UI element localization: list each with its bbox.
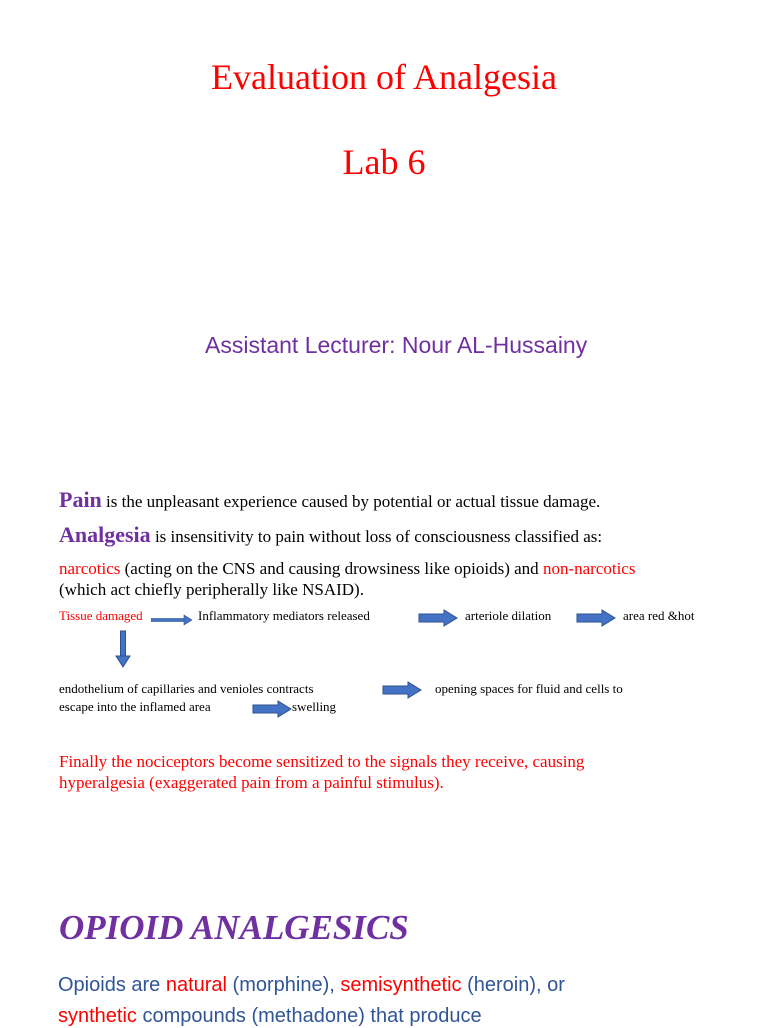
lab-number: Lab 6 (342, 142, 426, 182)
flow-step-swelling: swelling (292, 699, 337, 714)
analgesia-text: is insensitivity to pain without loss of consciousness classified as: (150, 527, 603, 546)
opioids-text-d: compounds (methadone) that produce (136, 1005, 482, 1027)
opioids-text-c: (heroin), or (461, 974, 565, 996)
opioids-line2 (58, 1005, 482, 1028)
hyperalgesia-text-line2: hyperalgesia (exaggerated pain from a painful stimulus). (59, 773, 444, 792)
semisynthetic-term: semisynthetic (340, 974, 462, 996)
non-narcotics-term: non-narcotics (542, 559, 636, 578)
down-arrow-icon (115, 630, 131, 668)
flow-step-endothelium: endothelium of capillaries and venioles contracts (59, 681, 314, 696)
flow-step-arteriole: arteriole dilation (465, 608, 552, 623)
pain-definition (59, 487, 600, 513)
right-arrow-icon (418, 609, 458, 627)
page-title: Evaluation of Analgesia (211, 57, 557, 97)
opioids-text-b: (morphine), (227, 974, 341, 996)
right-arrow-icon (151, 614, 193, 626)
flow-step-escape: escape into the inflamed area (59, 699, 211, 714)
flow-step-mediators: Inflammatory mediators released (198, 608, 370, 623)
flow-step-red-hot: area red &hot (623, 608, 695, 623)
hyperalgesia-text-line1: Finally the nociceptors become sensitized to the signals they receive, causing (59, 752, 585, 771)
flow-step-tissue-damaged: Tissue damaged (59, 608, 143, 623)
flow-step-spaces: opening spaces for fluid and cells to (435, 681, 623, 696)
opioids-line1 (58, 974, 565, 997)
analgesia-definition (59, 522, 602, 548)
lecturer-name: Assistant Lecturer: Nour AL-Hussainy (205, 332, 588, 358)
opioids-text-a: Opioids are (58, 974, 166, 996)
synthetic-term: synthetic (58, 1005, 137, 1027)
right-arrow-icon (382, 681, 422, 699)
natural-term: natural (165, 974, 227, 996)
narcotics-term: narcotics (59, 559, 121, 578)
narcotics-line (59, 559, 635, 579)
right-arrow-icon (576, 609, 616, 627)
analgesia-term: Analgesia (59, 522, 151, 547)
non-narcotics-text: (which act chiefly peripherally like NSAID). (59, 580, 364, 599)
pain-term: Pain (59, 487, 102, 512)
pain-text: is the unpleasant experience caused by potential or actual tissue damage. (101, 492, 601, 511)
narcotics-text: (acting on the CNS and causing drowsiness like opioids) and (120, 559, 543, 578)
section-heading-opioid: OPIOID ANALGESICS (59, 908, 409, 947)
right-arrow-icon (252, 700, 292, 718)
